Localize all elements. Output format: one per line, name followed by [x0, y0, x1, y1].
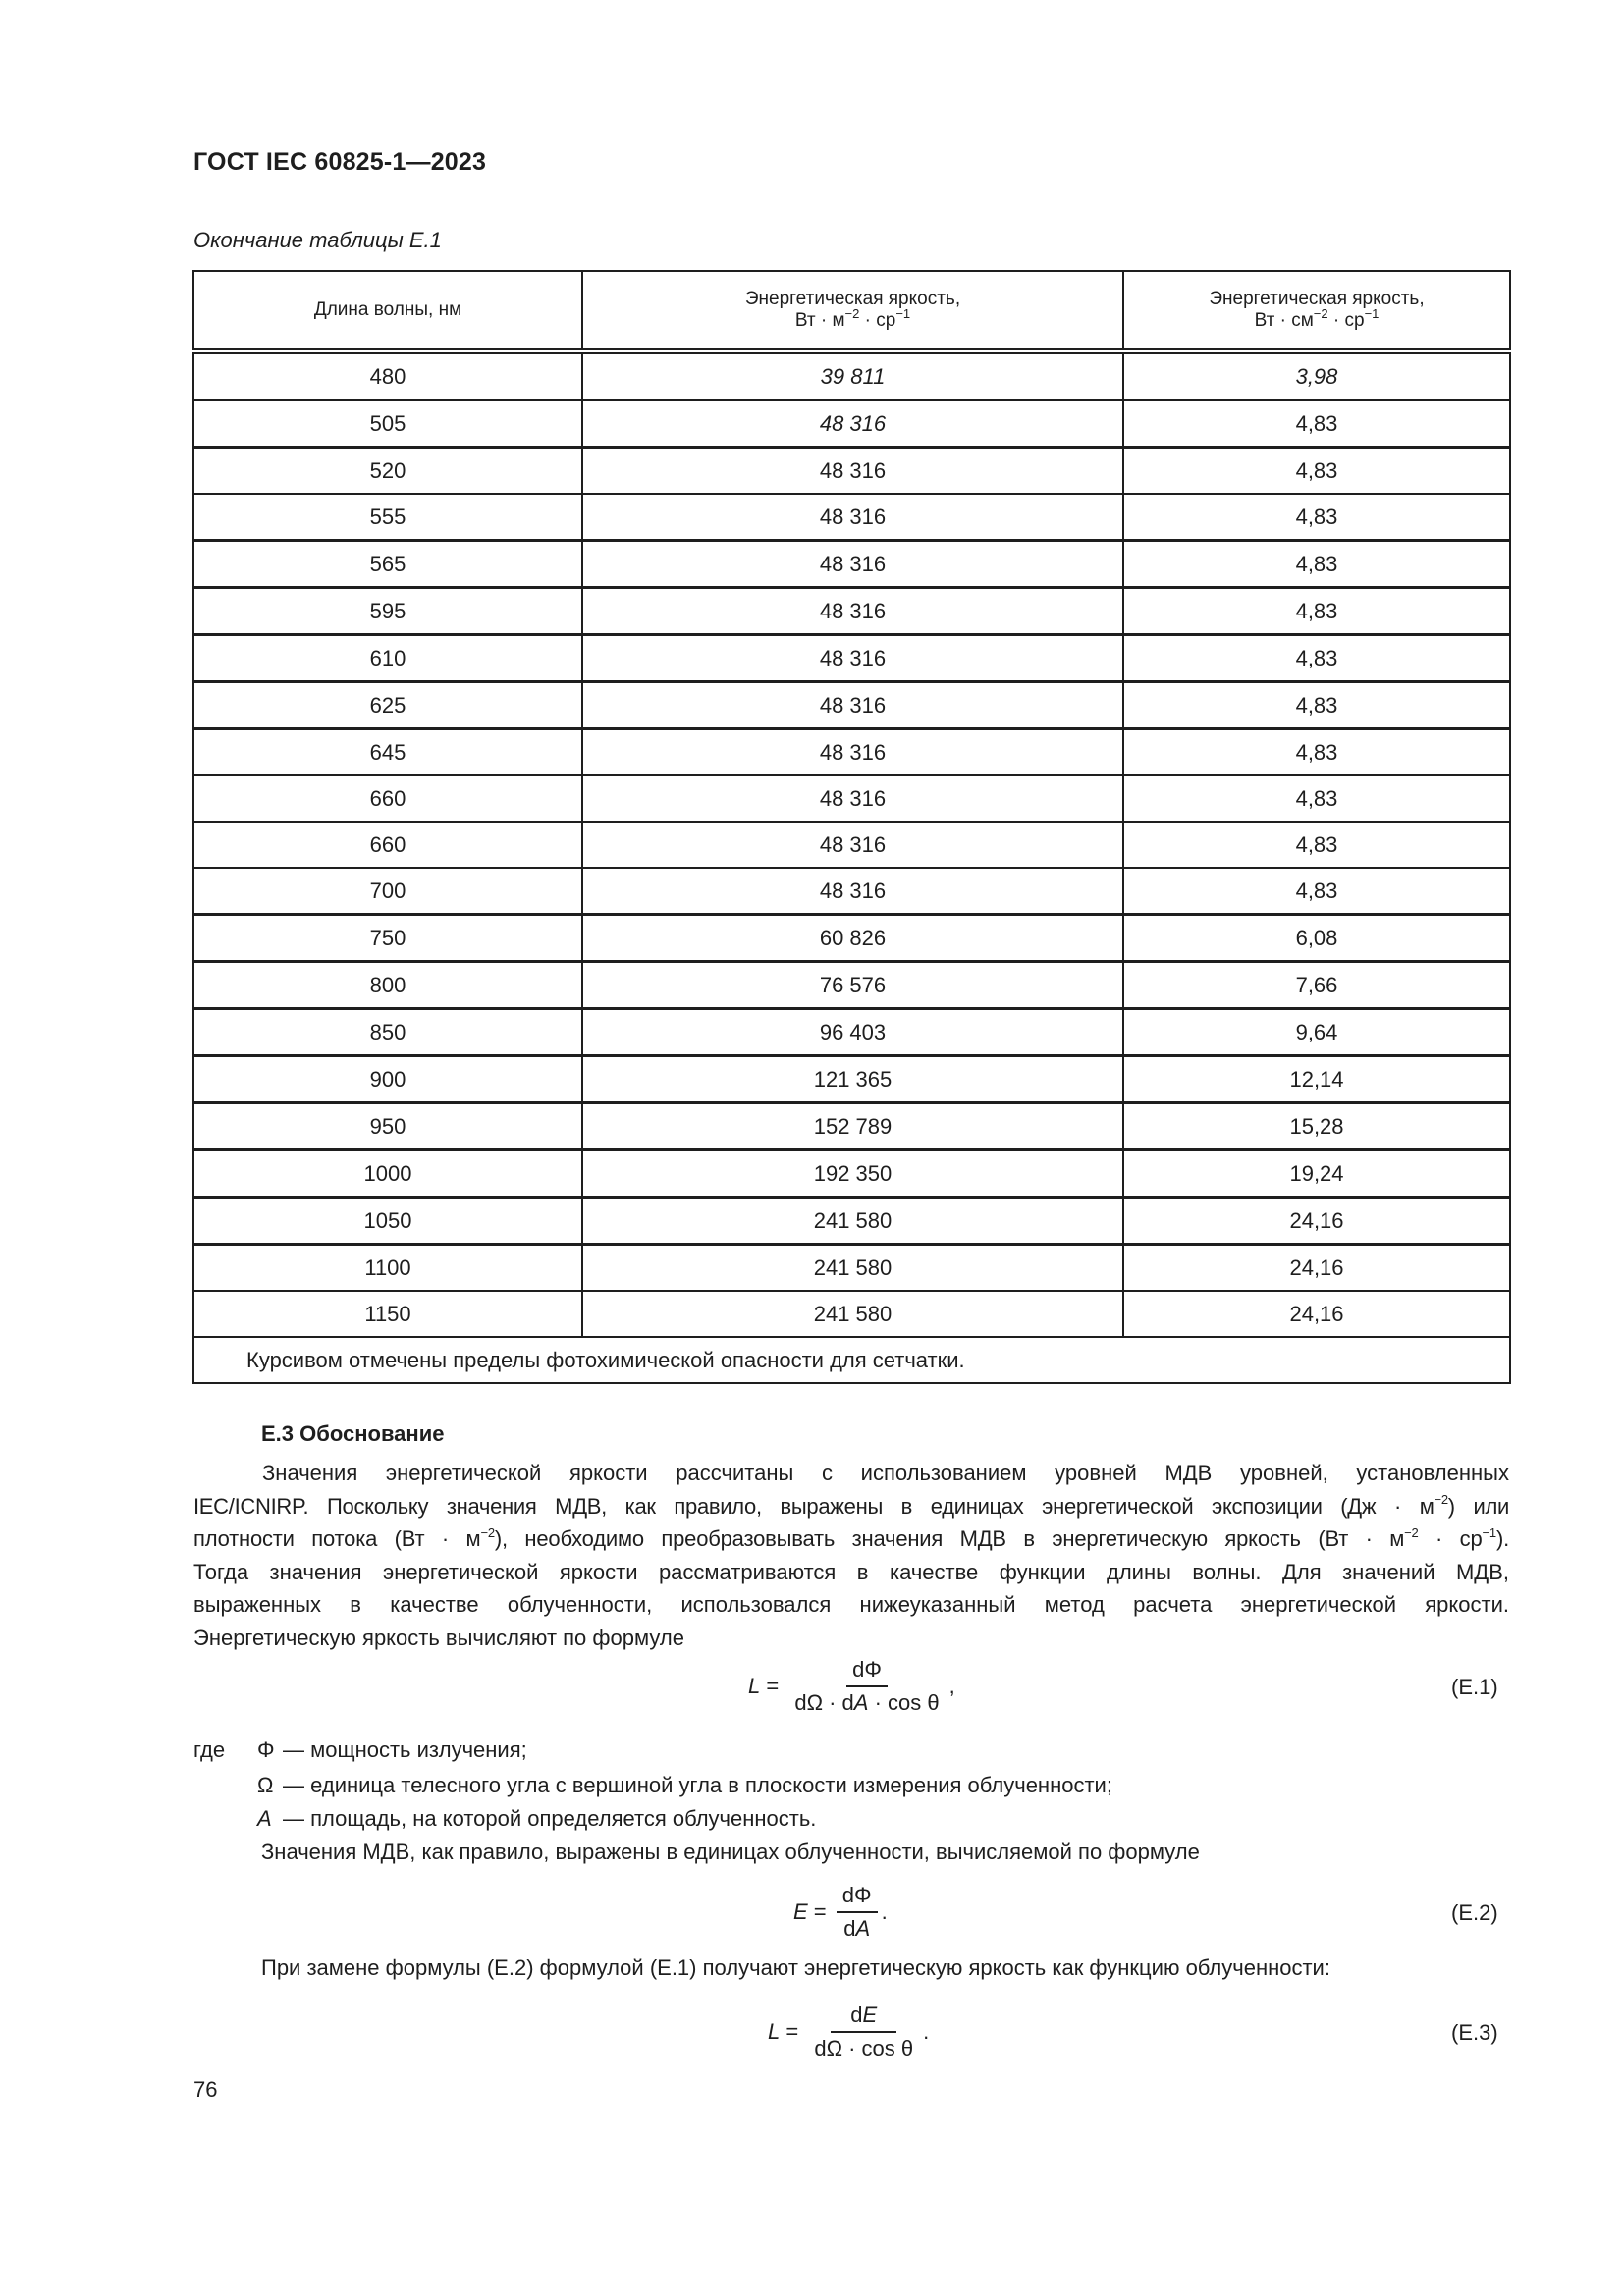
table-row	[193, 868, 1510, 915]
table-note: Курсивом отмечены пределы фотохимической опасности для сетчатки.	[193, 1337, 1510, 1383]
cell-radiance-m2: 192 350	[582, 1150, 1123, 1198]
formula-e1	[748, 1657, 955, 1716]
cell-radiance-cm2: 15,28	[1123, 1103, 1510, 1150]
cell-radiance-cm2: 24,16	[1123, 1245, 1510, 1292]
equation-number-e2: (Е.2)	[1451, 1900, 1498, 1925]
denominator: dΩ · cos θ	[814, 2036, 914, 2060]
text: dΩ · d	[794, 1690, 854, 1715]
formula-lhs: L	[768, 2019, 781, 2044]
cell-radiance-cm2: 24,16	[1123, 1291, 1510, 1337]
cell-radiance-m2: 48 316	[582, 822, 1123, 868]
exponent: −1	[1482, 1524, 1496, 1540]
paragraph-irradiance: Значения МДВ, как правило, выражены в единицах облученности, вычисляемой по формуле	[261, 1840, 1200, 1864]
paragraph-justification	[193, 1457, 1509, 1654]
cell-wavelength: 625	[193, 682, 582, 729]
cell-radiance-cm2: 4,83	[1123, 588, 1510, 635]
text: Тогда значения энергетической яркости рассматриваются в качестве функции длины волны. Для значений МДВ,	[193, 1559, 1509, 1584]
exponent: −2	[1404, 1524, 1419, 1540]
cell-wavelength: 595	[193, 588, 582, 635]
numerator: dΦ	[837, 1883, 878, 1913]
column-header-radiance-m2	[582, 271, 1123, 351]
paragraph-substitution: При замене формулы (Е.2) формулой (Е.1) получают энергетическую яркость как функцию облученности:	[261, 1955, 1330, 1980]
para-line	[193, 1556, 1509, 1589]
cell-wavelength: 555	[193, 494, 582, 541]
cell-wavelength: 480	[193, 351, 582, 400]
denominator	[788, 1687, 945, 1716]
text: ).	[1495, 1526, 1509, 1551]
cell-wavelength: 1150	[193, 1291, 582, 1337]
header-unit: · ср	[859, 310, 896, 331]
cell-wavelength: 700	[193, 868, 582, 915]
table-row	[193, 1056, 1510, 1103]
table-row	[193, 588, 1510, 635]
numerator: dΦ	[846, 1657, 888, 1687]
cell-wavelength: 660	[193, 775, 582, 822]
cell-wavelength: 1100	[193, 1245, 582, 1292]
fraction	[837, 1883, 878, 1942]
cell-radiance-m2: 48 316	[582, 541, 1123, 588]
cell-radiance-m2: 241 580	[582, 1291, 1123, 1337]
text: IEC/ICNIRP. Поскольку значения МДВ, как правило, выражены в единицах энергетической экспозиции (Дж · м	[193, 1493, 1435, 1519]
cell-wavelength: 645	[193, 729, 582, 776]
cell-radiance-m2: 48 316	[582, 494, 1123, 541]
cell-radiance-cm2: 4,83	[1123, 822, 1510, 868]
fraction	[808, 2002, 919, 2061]
cell-radiance-cm2: 4,83	[1123, 682, 1510, 729]
equals-sign: =	[807, 1899, 833, 1924]
table-header-row	[193, 271, 1510, 351]
formula-lhs: E	[793, 1899, 808, 1924]
section-heading: Е.3 Обоснование	[261, 1421, 445, 1446]
text: E	[862, 2002, 878, 2027]
symbol-a: A	[257, 1806, 272, 1831]
header-text: Длина волны, нм	[313, 299, 462, 320]
cell-wavelength: 800	[193, 962, 582, 1009]
column-header-wavelength	[193, 271, 582, 351]
punctuation: ,	[948, 1674, 955, 1698]
numerator	[831, 2002, 896, 2033]
cell-wavelength: 950	[193, 1103, 582, 1150]
text: плотности потока (Вт · м	[193, 1526, 481, 1551]
text: ) или	[1447, 1493, 1509, 1519]
cell-wavelength: 660	[193, 822, 582, 868]
para-line	[193, 1622, 1509, 1655]
cell-radiance-m2: 48 316	[582, 682, 1123, 729]
cell-wavelength: 505	[193, 400, 582, 448]
fraction	[788, 1657, 945, 1716]
para-line	[193, 1490, 1509, 1523]
page-number: 76	[193, 2077, 218, 2102]
header-unit: · ср	[1327, 310, 1365, 331]
cell-radiance-cm2: 4,83	[1123, 400, 1510, 448]
header-text: Энергетическая яркость,	[1209, 289, 1425, 309]
cell-wavelength: 520	[193, 448, 582, 495]
cell-radiance-cm2: 6,08	[1123, 915, 1510, 962]
text: A	[855, 1916, 871, 1941]
punctuation: .	[923, 2019, 930, 2044]
cell-radiance-cm2: 7,66	[1123, 962, 1510, 1009]
document-title: ГОСТ IEC 60825-1—2023	[193, 148, 487, 176]
cell-radiance-m2: 96 403	[582, 1009, 1123, 1056]
cell-radiance-cm2: 4,83	[1123, 494, 1510, 541]
equation-number-e3: (Е.3)	[1451, 2020, 1498, 2045]
denominator	[838, 1913, 876, 1942]
header-text: Энергетическая яркость,	[744, 289, 961, 309]
formula-lhs: L	[748, 1674, 761, 1698]
para-line	[193, 1588, 1509, 1622]
text: Значения энергетической яркости рассчитаны с использованием уровней МДВ уровней, установленных	[262, 1461, 1509, 1485]
exponent: −2	[1434, 1492, 1448, 1508]
table-row	[193, 1150, 1510, 1198]
cell-radiance-m2: 241 580	[582, 1198, 1123, 1245]
cell-wavelength: 610	[193, 635, 582, 682]
symbol-phi: Φ	[257, 1737, 275, 1762]
cell-radiance-m2: 48 316	[582, 868, 1123, 915]
table-row	[193, 1198, 1510, 1245]
cell-radiance-m2: 60 826	[582, 915, 1123, 962]
table-row	[193, 682, 1510, 729]
cell-wavelength: 1050	[193, 1198, 582, 1245]
cell-radiance-cm2: 9,64	[1123, 1009, 1510, 1056]
table-row	[193, 400, 1510, 448]
text: · ср	[1418, 1526, 1483, 1551]
punctuation: .	[881, 1899, 888, 1924]
table-caption: Окончание таблицы Е.1	[193, 228, 442, 252]
formula-e2	[793, 1883, 888, 1942]
text: · cos θ	[868, 1690, 940, 1715]
cell-wavelength: 1000	[193, 1150, 582, 1198]
header-unit: Вт · м	[794, 310, 845, 331]
table-row	[193, 351, 1510, 400]
text: ), необходимо преобразовывать значения МДВ в энергетическую яркость (Вт · м	[494, 1526, 1405, 1551]
table-note-row	[193, 1337, 1510, 1383]
cell-wavelength: 565	[193, 541, 582, 588]
equals-sign: =	[760, 1674, 785, 1698]
text: Энергетическую яркость вычисляют по формуле	[193, 1625, 684, 1650]
cell-radiance-cm2: 4,83	[1123, 868, 1510, 915]
table-row	[193, 915, 1510, 962]
cell-radiance-cm2: 4,83	[1123, 729, 1510, 776]
cell-radiance-m2: 48 316	[582, 400, 1123, 448]
header-unit: Вт · см	[1254, 310, 1314, 331]
table-row	[193, 775, 1510, 822]
cell-radiance-m2: 241 580	[582, 1245, 1123, 1292]
where-label: где	[193, 1737, 226, 1762]
table-row	[193, 1291, 1510, 1337]
radiance-table	[192, 270, 1511, 1384]
cell-radiance-m2: 48 316	[582, 775, 1123, 822]
cell-radiance-cm2: 12,14	[1123, 1056, 1510, 1103]
para-line	[193, 1522, 1509, 1556]
cell-radiance-cm2: 24,16	[1123, 1198, 1510, 1245]
text: d	[843, 1916, 856, 1941]
header-exponent: −2	[1313, 305, 1328, 321]
cell-radiance-m2: 39 811	[582, 351, 1123, 400]
table-row	[193, 962, 1510, 1009]
cell-radiance-m2: 152 789	[582, 1103, 1123, 1150]
header-exponent: −1	[1364, 305, 1380, 321]
text: d	[850, 2002, 863, 2027]
cell-radiance-m2: 48 316	[582, 635, 1123, 682]
cell-wavelength: 750	[193, 915, 582, 962]
cell-radiance-m2: 48 316	[582, 448, 1123, 495]
definition-phi: — мощность излучения;	[283, 1737, 527, 1762]
table-row	[193, 494, 1510, 541]
table-row	[193, 1103, 1510, 1150]
cell-radiance-cm2: 4,83	[1123, 448, 1510, 495]
table-row	[193, 822, 1510, 868]
table-row	[193, 729, 1510, 776]
equals-sign: =	[780, 2019, 805, 2044]
table-row	[193, 541, 1510, 588]
column-header-radiance-cm2	[1123, 271, 1510, 351]
cell-wavelength: 850	[193, 1009, 582, 1056]
table-row	[193, 1009, 1510, 1056]
header-exponent: −2	[844, 305, 860, 321]
cell-radiance-m2: 121 365	[582, 1056, 1123, 1103]
text: A	[853, 1690, 869, 1715]
symbol-omega: Ω	[257, 1773, 274, 1797]
cell-radiance-cm2: 4,83	[1123, 775, 1510, 822]
exponent: −2	[480, 1524, 495, 1540]
cell-radiance-cm2: 4,83	[1123, 635, 1510, 682]
header-exponent: −1	[895, 305, 911, 321]
text: выраженных в качестве облученности, использовался нижеуказанный метод расчета энергетической яркости.	[193, 1592, 1509, 1617]
cell-radiance-cm2: 19,24	[1123, 1150, 1510, 1198]
cell-radiance-m2: 48 316	[582, 729, 1123, 776]
cell-radiance-cm2: 3,98	[1123, 351, 1510, 400]
cell-radiance-m2: 48 316	[582, 588, 1123, 635]
cell-wavelength: 900	[193, 1056, 582, 1103]
cell-radiance-cm2: 4,83	[1123, 541, 1510, 588]
table-row	[193, 635, 1510, 682]
table-row	[193, 448, 1510, 495]
equation-number-e1: (Е.1)	[1451, 1675, 1498, 1699]
definition-a: — площадь, на которой определяется облученность.	[283, 1806, 817, 1831]
para-line	[193, 1457, 1509, 1490]
formula-e3	[768, 2002, 929, 2061]
definition-omega: — единица телесного угла с вершиной угла в плоскости измерения облученности;	[283, 1773, 1112, 1797]
table-row	[193, 1245, 1510, 1292]
cell-radiance-m2: 76 576	[582, 962, 1123, 1009]
